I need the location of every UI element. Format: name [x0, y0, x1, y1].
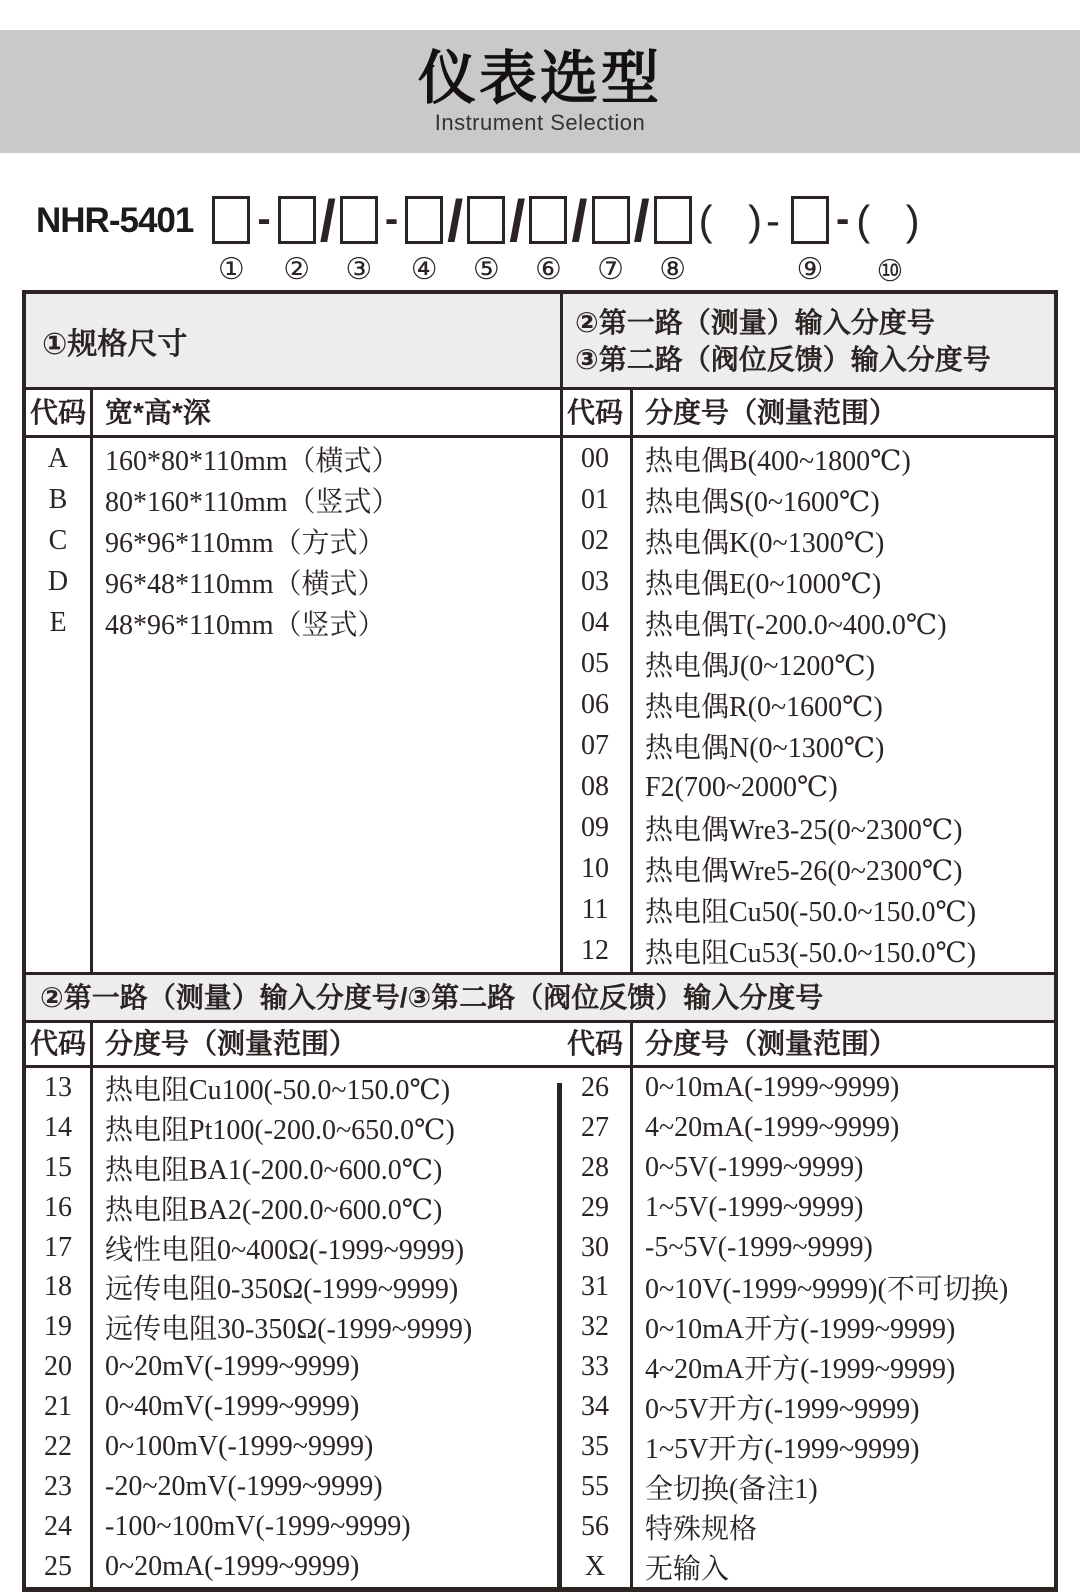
code-cell: 03	[581, 565, 609, 597]
desc-cell: 全切换(备注1)	[645, 1474, 818, 1506]
desc-cell: 96*48*110mm（横式）	[105, 568, 386, 600]
desc-cell: 4~20mA(-1999~9999)	[645, 1111, 900, 1143]
table-row	[560, 1148, 1054, 1188]
table-row	[26, 1347, 560, 1387]
code-separator: ( )-	[698, 197, 784, 244]
code-cell: 04	[581, 606, 609, 638]
table-row	[560, 849, 1054, 890]
desc-cell: 0~100mV(-1999~9999)	[105, 1431, 374, 1463]
table-row	[26, 1507, 560, 1547]
code-position	[592, 196, 630, 286]
desc-cell: 4~20mA开方(-1999~9999)	[645, 1354, 956, 1386]
position-number: ②	[283, 252, 311, 287]
column-header-code: 代码	[566, 397, 623, 428]
code-separator: /	[509, 189, 526, 254]
section1-header-band	[26, 294, 1054, 387]
desc-cell: -5~5V(-1999~9999)	[645, 1231, 873, 1263]
divider-line	[557, 1083, 562, 1587]
code-cell: 25	[44, 1550, 72, 1582]
desc-cell: 特殊规格	[645, 1513, 758, 1545]
table-row	[560, 643, 1054, 684]
code-box	[278, 196, 316, 244]
code-cell: 16	[44, 1191, 72, 1223]
code-position	[405, 196, 443, 286]
desc-cell: -20~20mV(-1999~9999)	[105, 1471, 383, 1503]
section1-input-rows	[560, 438, 1054, 972]
desc-cell: 热电阻Pt100(-200.0~650.0℃)	[105, 1114, 455, 1146]
desc-cell: 热电偶T(-200.0~400.0℃)	[645, 609, 947, 641]
divider-line	[26, 1065, 1054, 1068]
code-cell: 23	[44, 1471, 72, 1503]
table-row	[560, 520, 1054, 561]
divider-line	[90, 390, 93, 972]
table-row	[560, 931, 1054, 972]
divider-line	[630, 1023, 633, 1587]
code-cell: 19	[44, 1311, 72, 1343]
code-cell: 10	[581, 853, 609, 885]
table-row	[560, 1347, 1054, 1387]
code-separator: /	[633, 189, 650, 254]
desc-cell: 热电阻Cu100(-50.0~150.0℃)	[105, 1074, 451, 1106]
table-row	[26, 1387, 560, 1427]
column-header-range: 分度号（测量范围）	[645, 397, 898, 428]
code-position	[467, 196, 505, 286]
model-code-segments	[209, 189, 926, 289]
position-number: ⑦	[597, 252, 624, 287]
code-position	[340, 196, 378, 286]
table-row	[26, 1307, 560, 1347]
table-row	[560, 1108, 1054, 1148]
desc-cell: 0~10V(-1999~9999)(不可切换)	[645, 1274, 1009, 1306]
code-cell: 00	[581, 442, 609, 474]
title-band	[0, 30, 1080, 153]
table-row	[560, 1228, 1054, 1268]
table-row	[26, 1068, 560, 1108]
code-position	[278, 196, 316, 286]
code-cell: 18	[44, 1271, 72, 1303]
divider-line	[26, 435, 1054, 438]
code-cell: 29	[581, 1191, 609, 1223]
desc-cell: 热电阻Cu53(-50.0~150.0℃)	[645, 938, 977, 970]
code-separator: /	[319, 189, 336, 254]
code-separator: -	[257, 197, 271, 241]
code-cell: 30	[581, 1231, 609, 1263]
table-row	[560, 1307, 1054, 1347]
code-cell: 26	[581, 1071, 609, 1103]
desc-cell: 0~20mA(-1999~9999)	[105, 1550, 360, 1582]
table-row	[560, 1068, 1054, 1108]
desc-cell: 0~5V开方(-1999~9999)	[645, 1394, 920, 1426]
model-prefix: NHR-5401	[36, 201, 194, 240]
table-row	[560, 808, 1054, 849]
code-box	[791, 196, 829, 244]
table-row	[560, 725, 1054, 766]
code-box	[592, 196, 630, 244]
table-row	[560, 1467, 1054, 1507]
column-header-code: 代码	[29, 1028, 86, 1059]
code-cell: 34	[581, 1391, 609, 1423]
code-cell: 20	[44, 1351, 72, 1383]
table-row	[26, 1228, 560, 1268]
code-parens: ( )	[856, 197, 924, 244]
desc-cell: 热电阻BA2(-200.0~600.0℃)	[105, 1194, 443, 1226]
desc-cell: 热电偶N(0~1300℃)	[645, 732, 885, 764]
desc-cell: 热电阻Cu50(-50.0~150.0℃)	[645, 897, 977, 929]
code-box	[529, 196, 567, 244]
position-number: ④	[410, 252, 438, 287]
desc-cell: 1~5V开方(-1999~9999)	[645, 1434, 920, 1466]
code-cell: 55	[581, 1471, 609, 1503]
desc-cell: 1~5V(-1999~9999)	[645, 1191, 864, 1223]
section1-right-header-line1: ②第一路（测量）输入分度号	[575, 306, 935, 338]
desc-cell: 热电偶B(400~1800℃)	[645, 445, 911, 477]
column-header-code: 代码	[29, 397, 86, 428]
table-row	[560, 1427, 1054, 1467]
table-row	[560, 479, 1054, 520]
table-row	[26, 561, 560, 602]
code-cell: 14	[44, 1111, 72, 1143]
table-row	[26, 602, 560, 643]
desc-cell: 热电偶E(0~1000℃)	[645, 568, 882, 600]
desc-cell: 0~20mV(-1999~9999)	[105, 1351, 360, 1383]
section1-left-header: ①规格尺寸	[42, 327, 188, 361]
code-cell: C	[48, 524, 68, 556]
table-row	[560, 438, 1054, 479]
column-header-code: 代码	[566, 1028, 623, 1059]
divider-line	[90, 1023, 93, 1587]
position-number: ⑩	[876, 254, 904, 289]
divider-line	[630, 390, 633, 972]
code-position-parens	[856, 196, 923, 288]
table-row	[560, 1188, 1054, 1228]
desc-cell: 80*160*110mm（竖式）	[105, 486, 400, 518]
code-cell: 32	[581, 1311, 609, 1343]
code-box	[654, 196, 692, 244]
table-row	[26, 479, 560, 520]
table-row	[560, 561, 1054, 602]
code-cell: 35	[581, 1431, 609, 1463]
code-separator: -	[835, 197, 850, 241]
divider-line	[560, 294, 563, 972]
table-row	[26, 1547, 560, 1587]
desc-cell: F2(700~2000℃)	[645, 772, 838, 804]
column-header-dimensions: 宽*高*深	[105, 397, 211, 428]
code-separator: /	[571, 189, 588, 254]
table-row	[560, 890, 1054, 931]
position-number: ③	[345, 252, 373, 287]
desc-cell: 无输入	[645, 1553, 730, 1585]
code-position	[212, 196, 250, 286]
position-number: ⑥	[534, 252, 562, 287]
position-number: ⑤	[472, 252, 500, 287]
page-title: 仪表选型	[417, 45, 662, 111]
code-separator: /	[447, 189, 464, 254]
code-box	[405, 196, 443, 244]
desc-cell: 0~40mV(-1999~9999)	[105, 1391, 360, 1423]
section1-size-rows	[26, 438, 560, 972]
code-separator: -	[384, 197, 399, 241]
section2-left-rows	[26, 1068, 560, 1587]
code-box	[340, 196, 378, 244]
table-row	[26, 1268, 560, 1308]
code-cell: 11	[581, 894, 609, 926]
divider-line	[26, 387, 1054, 390]
table-row	[560, 1387, 1054, 1427]
position-number: ⑧	[659, 252, 687, 287]
code-cell: 17	[44, 1231, 72, 1263]
code-cell: E	[49, 606, 67, 638]
table-row	[26, 1427, 560, 1467]
desc-cell: -100~100mV(-1999~9999)	[105, 1510, 411, 1542]
table-row	[26, 438, 560, 479]
code-cell: 06	[581, 688, 609, 720]
code-cell: A	[47, 442, 69, 474]
section1-right-header	[563, 294, 1054, 387]
desc-cell: 热电偶Wre5-26(0~2300℃)	[645, 856, 963, 888]
page-subtitle: Instrument Selection	[434, 109, 646, 135]
desc-cell: 热电阻BA1(-200.0~600.0℃)	[105, 1154, 443, 1186]
code-cell: 27	[581, 1111, 609, 1143]
code-cell: 31	[581, 1271, 609, 1303]
code-cell: 05	[581, 647, 609, 679]
table-row	[26, 1108, 560, 1148]
desc-cell: 热电偶R(0~1600℃)	[645, 691, 883, 723]
selection-table	[22, 290, 1058, 1592]
position-number: ⑨	[796, 252, 824, 287]
code-position	[791, 196, 829, 286]
section2-header-band: ②第一路（测量）输入分度号/③第二路（阀位反馈）输入分度号	[26, 975, 1054, 1020]
code-cell: 33	[581, 1351, 609, 1383]
code-cell: 02	[581, 524, 609, 556]
desc-cell: 热电偶J(0~1200℃)	[645, 650, 876, 682]
position-number: ①	[217, 252, 245, 287]
desc-cell: 0~10mA(-1999~9999)	[645, 1071, 900, 1103]
code-cell: 01	[581, 483, 609, 515]
code-box	[467, 196, 505, 244]
code-box	[212, 196, 250, 244]
desc-cell: 96*96*110mm（方式）	[105, 527, 386, 559]
code-position	[529, 196, 567, 286]
table-row	[560, 767, 1054, 808]
code-cell: 24	[44, 1510, 72, 1542]
table-row	[26, 520, 560, 561]
table-row	[560, 1507, 1054, 1547]
desc-cell: 热电偶S(0~1600℃)	[645, 486, 880, 518]
desc-cell: 热电偶K(0~1300℃)	[645, 527, 885, 559]
column-header-range: 分度号（测量范围）	[105, 1028, 358, 1059]
divider-line	[26, 1020, 1054, 1023]
code-cell: D	[47, 565, 69, 597]
code-cell: 08	[581, 771, 609, 803]
code-cell: X	[584, 1550, 606, 1582]
code-cell: 21	[44, 1391, 72, 1423]
desc-cell: 48*96*110mm（竖式）	[105, 609, 386, 641]
code-cell: 22	[44, 1431, 72, 1463]
table-row	[26, 1188, 560, 1228]
table-row	[26, 1148, 560, 1188]
code-cell: 07	[581, 729, 609, 761]
desc-cell: 热电偶Wre3-25(0~2300℃)	[645, 815, 963, 847]
table-row	[560, 1547, 1054, 1587]
desc-cell: 160*80*110mm（横式）	[105, 445, 400, 477]
code-cell: 56	[581, 1510, 609, 1542]
desc-cell: 远传电阻0-350Ω(-1999~9999)	[105, 1274, 459, 1306]
column-header-range: 分度号（测量范围）	[645, 1028, 898, 1059]
code-cell: 15	[44, 1151, 72, 1183]
desc-cell: 线性电阻0~400Ω(-1999~9999)	[105, 1234, 465, 1266]
table-row	[560, 1268, 1054, 1308]
table-row	[560, 602, 1054, 643]
desc-cell: 0~10mA开方(-1999~9999)	[645, 1314, 956, 1346]
section2-right-rows	[560, 1068, 1054, 1587]
section1-right-header-line2: ③第二路（阀位反馈）输入分度号	[575, 343, 991, 375]
desc-cell: 远传电阻30-350Ω(-1999~9999)	[105, 1314, 473, 1346]
code-cell: B	[48, 483, 68, 515]
code-position	[654, 196, 692, 286]
table-row	[26, 1467, 560, 1507]
code-cell: 09	[581, 812, 609, 844]
model-code-row	[36, 189, 927, 289]
divider-line	[26, 972, 1054, 975]
code-cell: 13	[44, 1071, 72, 1103]
desc-cell: 0~5V(-1999~9999)	[645, 1151, 864, 1183]
table-row	[560, 684, 1054, 725]
code-cell: 12	[581, 935, 609, 967]
code-cell: 28	[581, 1151, 609, 1183]
